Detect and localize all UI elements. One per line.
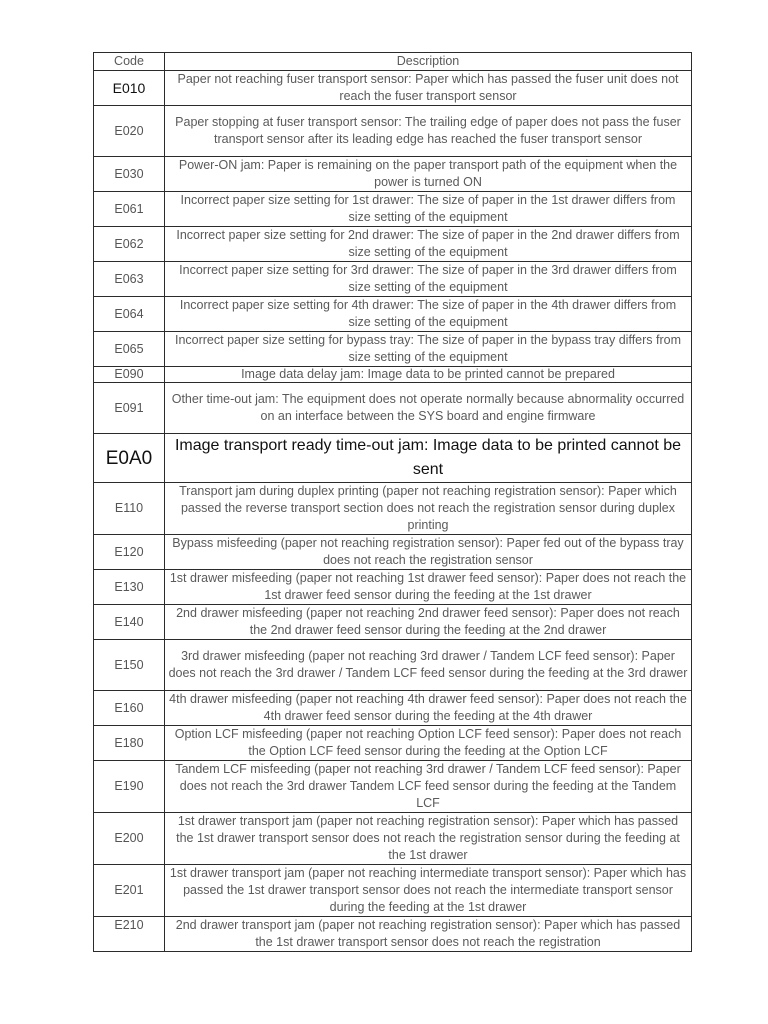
table-header-row bbox=[94, 53, 692, 71]
error-code: E065 bbox=[94, 332, 165, 367]
table-row bbox=[94, 383, 692, 434]
error-description: Power-ON jam: Paper is remaining on the paper transport path of the equipment when the power is turned ON bbox=[165, 157, 692, 192]
error-code: E120 bbox=[94, 535, 165, 570]
error-description: Incorrect paper size setting for 4th drawer: The size of paper in the 4th drawer differs from size setting of the equipment bbox=[165, 297, 692, 332]
table-row bbox=[94, 865, 692, 917]
table-row bbox=[94, 227, 692, 262]
error-description: Incorrect paper size setting for bypass tray: The size of paper in the bypass tray differs from size setting of the equipment bbox=[165, 332, 692, 367]
error-code: E062 bbox=[94, 227, 165, 262]
error-code: E064 bbox=[94, 297, 165, 332]
table-row bbox=[94, 71, 692, 106]
table-row bbox=[94, 262, 692, 297]
error-code: E063 bbox=[94, 262, 165, 297]
error-description: Paper stopping at fuser transport sensor: The trailing edge of paper does not pass the fuser transport sensor after its leading edge has reached the fuser transport sensor bbox=[165, 106, 692, 157]
table-row bbox=[94, 761, 692, 813]
error-description: Image data delay jam: Image data to be printed cannot be prepared bbox=[165, 367, 692, 383]
error-code: E201 bbox=[94, 865, 165, 917]
table-row bbox=[94, 483, 692, 535]
header-description: Description bbox=[165, 53, 692, 71]
table-row bbox=[94, 157, 692, 192]
table-row bbox=[94, 605, 692, 640]
table-row bbox=[94, 535, 692, 570]
table-row bbox=[94, 813, 692, 865]
error-code: E091 bbox=[94, 383, 165, 434]
table-row bbox=[94, 726, 692, 761]
error-code: E200 bbox=[94, 813, 165, 865]
error-code: E061 bbox=[94, 192, 165, 227]
table-row bbox=[94, 434, 692, 483]
error-code: E160 bbox=[94, 691, 165, 726]
error-description: Transport jam during duplex printing (paper not reaching registration sensor): Paper which passed the reverse transport section does not reach the registration sensor during duplex printing bbox=[165, 483, 692, 535]
error-description: Bypass misfeeding (paper not reaching registration sensor): Paper fed out of the bypass tray does not reach the registration sensor bbox=[165, 535, 692, 570]
error-code: E190 bbox=[94, 761, 165, 813]
table-row bbox=[94, 297, 692, 332]
error-description: 4th drawer misfeeding (paper not reaching 4th drawer feed sensor): Paper does not reach the 4th drawer feed sensor during the feeding at the 4th drawer bbox=[165, 691, 692, 726]
error-description: Image transport ready time-out jam: Image data to be printed cannot be sent bbox=[165, 434, 692, 483]
error-description: 2nd drawer misfeeding (paper not reaching 2nd drawer feed sensor): Paper does not reach the 2nd drawer feed sensor during the feeding at the 2nd drawer bbox=[165, 605, 692, 640]
error-description: Paper not reaching fuser transport sensor: Paper which has passed the fuser unit does not reach the fuser transport sensor bbox=[165, 71, 692, 106]
error-code: E020 bbox=[94, 106, 165, 157]
table-row bbox=[94, 332, 692, 367]
table-row bbox=[94, 640, 692, 691]
error-code: E150 bbox=[94, 640, 165, 691]
error-code: E010 bbox=[94, 71, 165, 106]
error-description: Tandem LCF misfeeding (paper not reaching 3rd drawer / Tandem LCF feed sensor): Paper does not reach the 3rd drawer Tandem LCF feed sensor during the feeding at the Tandem LCF bbox=[165, 761, 692, 813]
error-description: Incorrect paper size setting for 3rd drawer: The size of paper in the 3rd drawer differs from size setting of the equipment bbox=[165, 262, 692, 297]
error-description: Option LCF misfeeding (paper not reaching Option LCF feed sensor): Paper does not reach the Option LCF feed sensor during the feeding at the Option LCF bbox=[165, 726, 692, 761]
error-code: E180 bbox=[94, 726, 165, 761]
table-row bbox=[94, 570, 692, 605]
error-description: 1st drawer transport jam (paper not reaching registration sensor): Paper which has passed the 1st drawer transport sensor does not reach the registration sensor during the feeding at the 1st drawer bbox=[165, 813, 692, 865]
header-code: Code bbox=[94, 53, 165, 71]
table-row bbox=[94, 691, 692, 726]
error-description: Incorrect paper size setting for 2nd drawer: The size of paper in the 2nd drawer differs from size setting of the equipment bbox=[165, 227, 692, 262]
error-code: E140 bbox=[94, 605, 165, 640]
error-code: E110 bbox=[94, 483, 165, 535]
error-code: E130 bbox=[94, 570, 165, 605]
error-code: E090 bbox=[94, 367, 165, 383]
table-row bbox=[94, 106, 692, 157]
error-description: 1st drawer misfeeding (paper not reaching 1st drawer feed sensor): Paper does not reach the 1st drawer feed sensor during the feeding at the 1st drawer bbox=[165, 570, 692, 605]
error-description: 1st drawer transport jam (paper not reaching intermediate transport sensor): Paper which has passed the 1st drawer transport sensor does not reach the intermediate transport sensor during the feeding at the 1st drawer bbox=[165, 865, 692, 917]
error-code-table bbox=[93, 52, 692, 952]
error-code: E210 bbox=[94, 917, 165, 952]
table-row bbox=[94, 192, 692, 227]
error-description: 3rd drawer misfeeding (paper not reaching 3rd drawer / Tandem LCF feed sensor): Paper does not reach the 3rd drawer / Tandem LCF feed sensor during the feeding at the 3rd drawer bbox=[165, 640, 692, 691]
table-row bbox=[94, 917, 692, 952]
table-row bbox=[94, 367, 692, 383]
error-description: Incorrect paper size setting for 1st drawer: The size of paper in the 1st drawer differs from size setting of the equipment bbox=[165, 192, 692, 227]
error-code: E030 bbox=[94, 157, 165, 192]
error-description: 2nd drawer transport jam (paper not reaching registration sensor): Paper which has passed the 1st drawer transport sensor does not reach the registration bbox=[165, 917, 692, 952]
error-description: Other time-out jam: The equipment does not operate normally because abnormality occurred on an interface between the SYS board and engine firmware bbox=[165, 383, 692, 434]
error-code: E0A0 bbox=[94, 434, 165, 483]
